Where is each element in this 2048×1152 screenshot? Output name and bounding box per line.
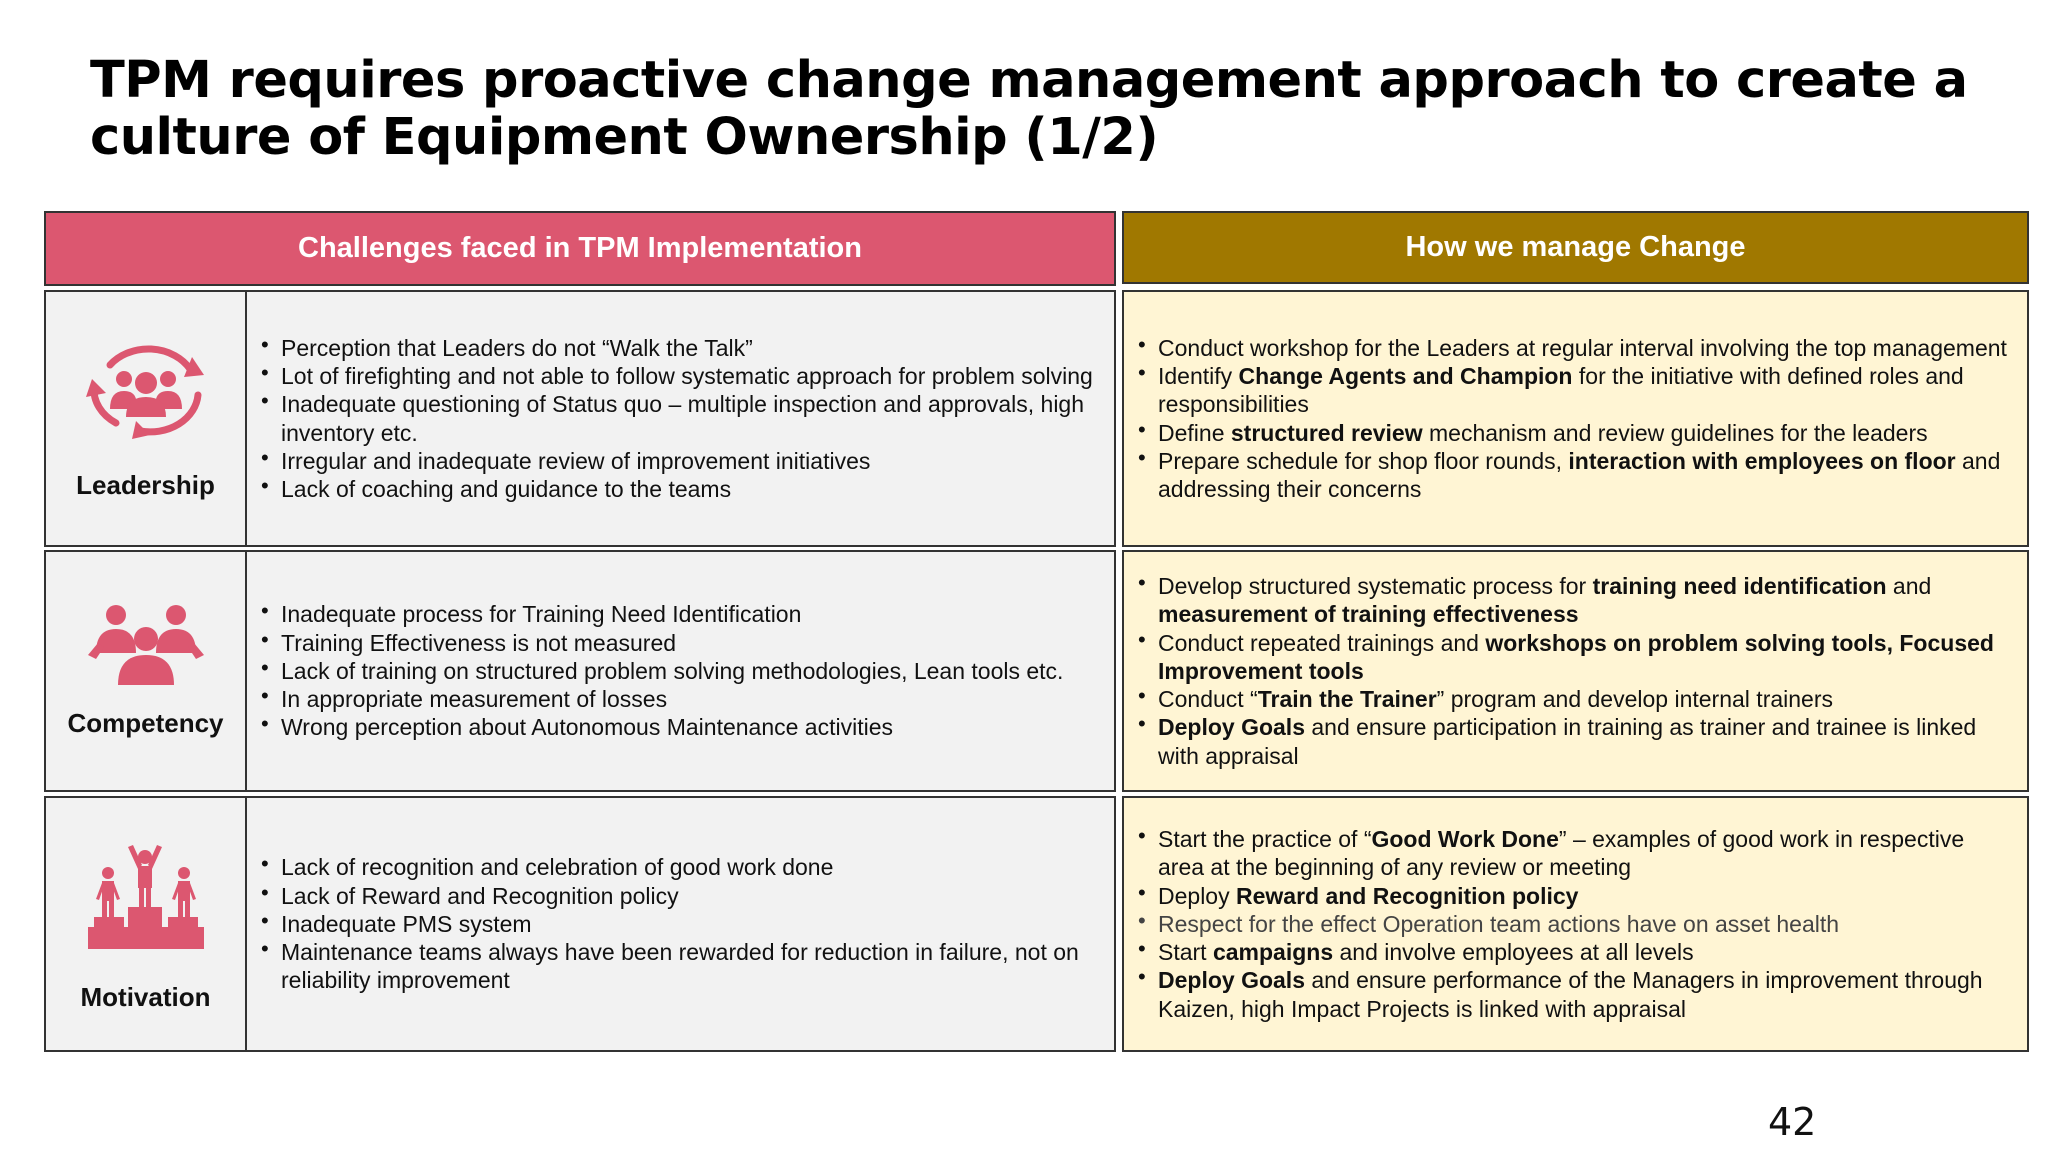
item-text-bold: training need identification xyxy=(1592,573,1887,600)
list-item: • Lack of coaching and guidance to the teams xyxy=(261,475,1100,503)
item-text: Develop structured systematic process for xyxy=(1158,573,1593,600)
item-text-bold: structured review xyxy=(1230,419,1423,446)
list-item: • Inadequate process for Training Need Identification xyxy=(261,600,1100,628)
item-text: and addressing their concerns xyxy=(1158,447,2001,502)
list-item xyxy=(1138,419,2013,447)
item-text-bold: workshops on problem solving tools, Focused Improvement tools xyxy=(1158,629,1994,684)
list-item xyxy=(1138,362,2013,418)
list-item: • Inadequate PMS system xyxy=(261,910,1100,938)
list-item xyxy=(1138,938,2013,966)
list-item: • Wrong perception about Autonomous Maintenance activities xyxy=(261,713,1100,741)
item-text: Respect for the effect Operation team actions have on asset health xyxy=(1158,910,1840,937)
row-label-cell-competency xyxy=(44,550,247,792)
challenges-cell-leadership xyxy=(245,290,1116,547)
list-item xyxy=(1138,334,2013,362)
list-item: • Lack of training on structured problem solving methodologies, Lean tools etc. xyxy=(261,657,1100,685)
challenges-cell-motivation xyxy=(245,796,1116,1052)
item-text-bold: Deploy Goals xyxy=(1158,714,1305,741)
item-text-bold: Change Agents and Champion xyxy=(1238,363,1573,390)
item-text: Deploy xyxy=(1158,882,1236,909)
challenges-header-label: Challenges faced in TPM Implementation xyxy=(298,232,862,264)
list-item: • Lack of recognition and celebration of good work done xyxy=(261,853,1100,881)
item-text: Start the practice of “ xyxy=(1158,826,1372,853)
manage-change-header xyxy=(1122,211,2029,284)
list-item: • In appropriate measurement of losses xyxy=(261,685,1100,713)
list-item xyxy=(1138,685,2013,713)
challenges-list-competency xyxy=(261,600,1100,741)
item-text: for the initiative with defined roles and responsibilities xyxy=(1158,363,1964,418)
actions-cell-motivation xyxy=(1122,796,2029,1052)
leadership-cycle-icon xyxy=(80,343,212,444)
page-number: 42 xyxy=(1768,1100,1817,1144)
challenges-list-motivation xyxy=(261,853,1100,994)
list-item: • Irregular and inadequate review of improvement initiatives xyxy=(261,447,1100,475)
list-item: • Lack of Reward and Recognition policy xyxy=(261,882,1100,910)
item-text: and ensure participation in training as trainer and trainee is linked with appraisal xyxy=(1158,714,1977,769)
item-text: Conduct repeated trainings and xyxy=(1158,629,1486,656)
row-label-cell-leadership xyxy=(44,290,247,547)
list-item xyxy=(1138,447,2013,503)
challenges-header xyxy=(44,211,1116,286)
item-text: Conduct workshop for the Leaders at regular interval involving the top management xyxy=(1158,334,2007,361)
row-label-motivation: Motivation xyxy=(80,982,211,1012)
list-item: • Training Effectiveness is not measured xyxy=(261,629,1100,657)
list-item xyxy=(1138,910,2013,938)
actions-list-competency xyxy=(1138,572,2013,769)
list-item: • Inadequate questioning of Status quo – multiple inspection and approvals, high inventory etc. xyxy=(261,390,1100,446)
item-text: and involve employees at all levels xyxy=(1333,939,1694,966)
row-label-cell-motivation xyxy=(44,796,247,1052)
list-item xyxy=(1138,966,2013,1022)
row-label-leadership: Leadership xyxy=(76,469,215,500)
item-text: Prepare schedule for shop floor rounds, xyxy=(1158,447,1569,474)
manage-change-header-label: How we manage Change xyxy=(1405,231,1746,263)
item-text: Identify xyxy=(1158,363,1239,390)
item-text: Define xyxy=(1158,419,1231,446)
list-item xyxy=(1138,882,2013,910)
actions-list-motivation xyxy=(1138,825,2013,1022)
list-item xyxy=(1138,713,2013,769)
actions-cell-competency xyxy=(1122,550,2029,792)
list-item xyxy=(1138,572,2013,628)
item-text: Conduct “ xyxy=(1158,686,1258,713)
item-text: and ensure performance of the Managers in improvement through Kaizen, high Impact Projects is linked with appraisal xyxy=(1158,967,1983,1022)
item-text: Start xyxy=(1158,939,1213,966)
item-text-bold: Good Work Done xyxy=(1371,826,1559,853)
list-item: • Maintenance teams always have been rewarded for reduction in failure, not on reliability improvement xyxy=(261,938,1100,994)
item-text-bold: Reward and Recognition policy xyxy=(1235,882,1579,909)
team-group-icon xyxy=(82,603,210,690)
challenges-list-leadership xyxy=(261,334,1100,503)
actions-cell-leadership xyxy=(1122,290,2029,547)
item-text-bold: Deploy Goals xyxy=(1158,967,1305,994)
slide-title: TPM requires proactive change management approach to create a culture of Equipment Ownership (1/2) xyxy=(90,51,1968,167)
item-text-bold: campaigns xyxy=(1212,939,1334,966)
item-text-bold: Train the Trainer xyxy=(1257,686,1437,713)
actions-list-leadership xyxy=(1138,334,2013,503)
list-item xyxy=(1138,629,2013,685)
item-text: ” – examples of good work in respective area at the beginning of any review or meeting xyxy=(1158,826,1965,881)
item-text-bold: measurement of training effectiveness xyxy=(1158,601,1579,628)
item-text: and xyxy=(1886,573,1932,600)
challenges-cell-competency xyxy=(245,550,1116,792)
podium-winners-icon xyxy=(88,841,204,954)
row-label-competency: Competency xyxy=(67,708,224,738)
list-item: • Perception that Leaders do not “Walk the Talk” xyxy=(261,334,1100,362)
item-text: mechanism and review guidelines for the leaders xyxy=(1422,419,1928,446)
item-text-bold: interaction with employees on floor xyxy=(1568,447,1956,474)
list-item xyxy=(1138,825,2013,881)
item-text: ” program and develop internal trainers xyxy=(1436,686,1833,713)
list-item: • Lot of firefighting and not able to follow systematic approach for problem solving xyxy=(261,362,1100,390)
